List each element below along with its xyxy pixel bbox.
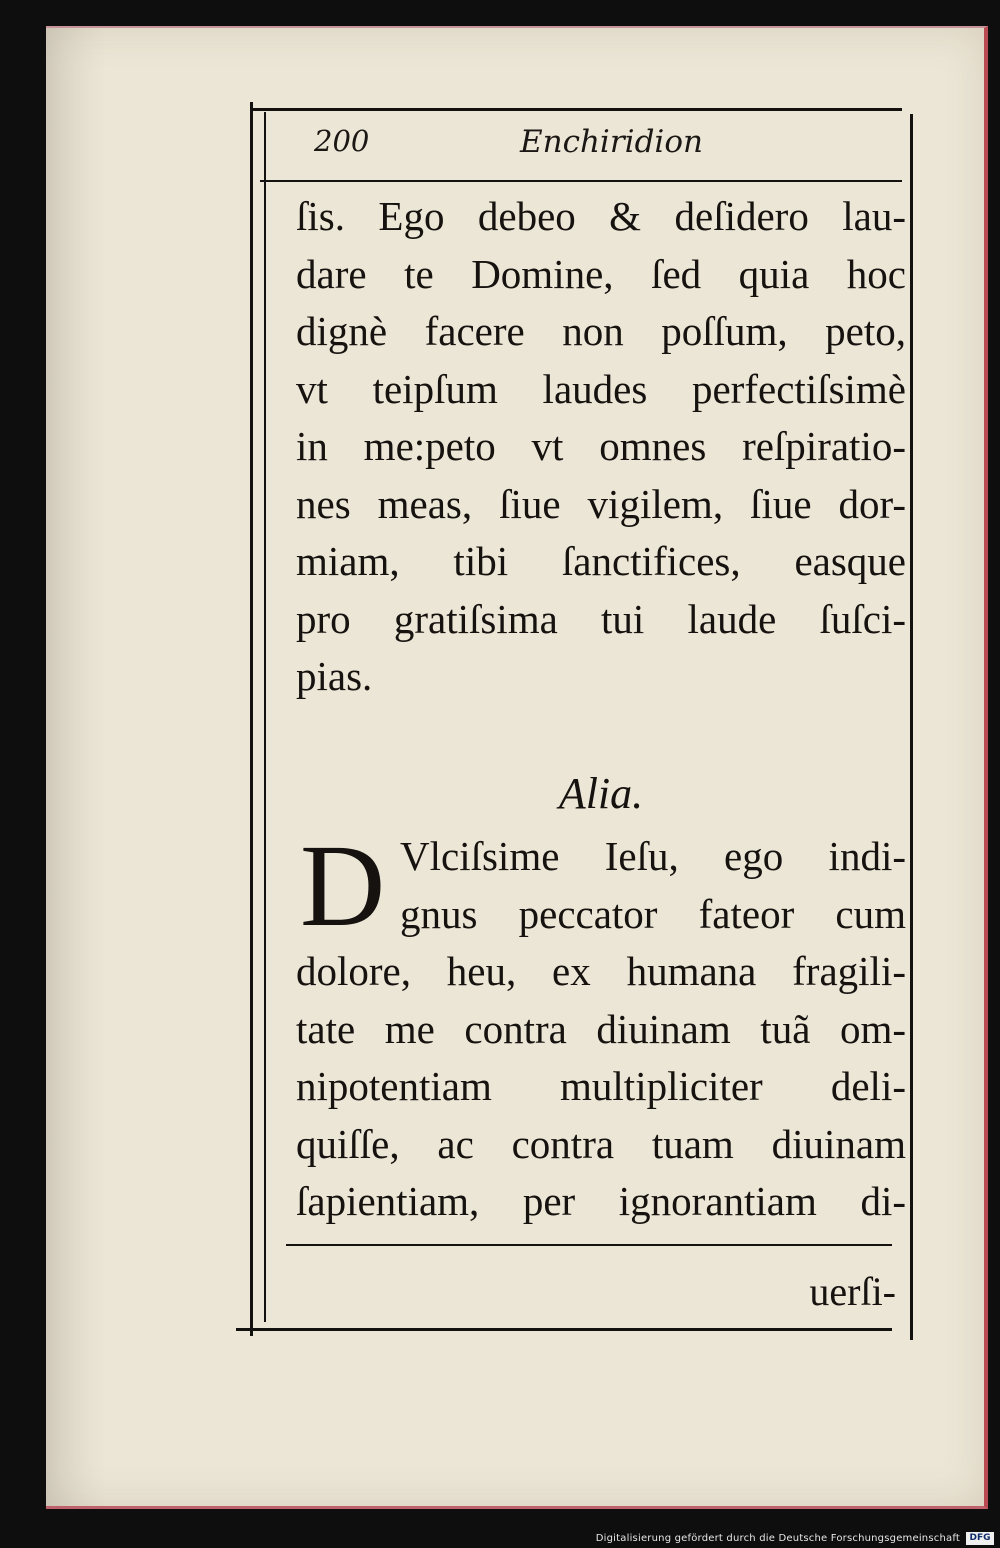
text-line: nipotentiam multipliciter deli- — [296, 1063, 906, 1109]
frame-left-inner-rule — [264, 112, 266, 1322]
text-line: pias. — [296, 653, 373, 699]
text-line: Vlciſsime Ieſu, ego indi- — [400, 833, 906, 879]
footer-rule — [286, 1244, 892, 1246]
drop-cap-initial: D — [300, 820, 386, 951]
book-page — [46, 26, 988, 1509]
prayer-text-1 — [296, 188, 906, 706]
text-line: ſis. Ego debeo & deſidero lau- — [296, 193, 906, 239]
frame-bottom-rule — [236, 1328, 892, 1331]
text-line: tate me contra diuinam tuã om- — [296, 1005, 906, 1052]
digitization-footer — [0, 1530, 1000, 1548]
catchword: uerſi- — [809, 1269, 896, 1314]
dfg-logo-icon: DFG — [966, 1532, 994, 1545]
text-line: gnus peccator fateor cum — [400, 890, 906, 937]
text-line: pro gratiſsima tui laude ſuſci- — [296, 595, 906, 642]
text-line: nes meas, ſiue vigilem, ſiue dor- — [296, 480, 906, 527]
text-line: in me:peto vt omnes reſpiratio- — [296, 423, 906, 469]
text-line: miam, tibi ſanctifices, easque — [296, 538, 906, 584]
page-number: 200 — [314, 124, 370, 158]
frame-top-rule — [250, 108, 902, 111]
header-rule — [260, 180, 902, 182]
prayer-text-2 — [296, 820, 906, 1231]
funding-credit: Digitalisierung gefördert durch die Deutsche Forschungsgemeinschaft — [595, 1533, 960, 1544]
text-line: ſapientiam, per ignorantiam di- — [296, 1178, 906, 1224]
frame-left-outer-rule — [250, 102, 253, 1336]
text-line: quiſſe, ac contra tuam diuinam — [296, 1120, 906, 1167]
text-line: dignè facere non poſſum, peto, — [296, 308, 906, 354]
frame-right-rule — [910, 114, 913, 1340]
text-line: dolore, heu, ex humana fragili- — [296, 948, 906, 994]
running-title: Enchiridion — [520, 124, 703, 160]
text-line: vt teipſum laudes perfectiſsimè — [296, 365, 906, 412]
page-header — [314, 124, 914, 174]
section-heading: Alia. — [558, 769, 644, 818]
text-line: dare te Domine, ſed quia hoc — [296, 250, 906, 297]
